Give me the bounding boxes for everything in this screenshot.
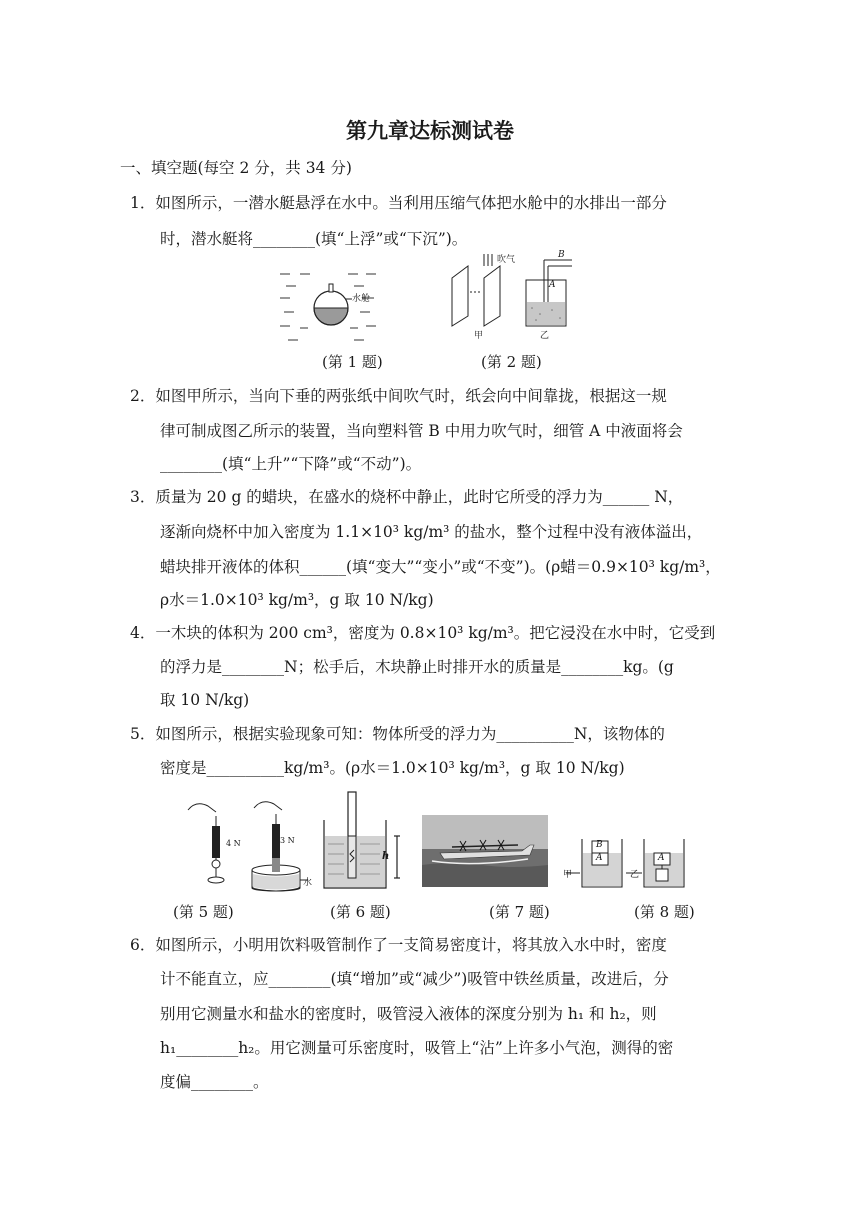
- question-1-line-2: 时，潜水艇将________(填“上浮”或“下沉”)。: [160, 230, 468, 248]
- question-1-line-1: 1．如图所示，一潜水艇悬浮在水中。当利用压缩气体把水舱中的水排出一部分: [130, 194, 667, 212]
- question-3-line-1: 3．质量为 20 g 的蜡块，在盛水的烧杯中静止，此时它所受的浮力为______ N，: [130, 488, 684, 506]
- figure-5-label-3n: 3 N: [280, 836, 295, 845]
- figure-2-label-blow: 吹气: [497, 255, 516, 265]
- question-6-line-1: 6．如图所示，小明用饮料吸管制作了一支简易密度计，将其放入水中时，密度: [130, 936, 667, 954]
- question-5-line-1: 5．如图所示，根据实验现象可知：物体所受的浮力为__________N，该物体的: [130, 725, 665, 743]
- figure-2-label-jia: 甲: [474, 331, 484, 341]
- question-4-line-2: 的浮力是________N；松手后，木块静止时排开水的质量是________kg。(g: [160, 658, 674, 676]
- question-6-line-5: 度偏________。: [160, 1073, 269, 1091]
- question-3-line-3: 蜡块排开液体的体积______(填“变大”“变小”或“不变”)。(ρ蜡＝0.9×10³ kg/m³，: [160, 558, 721, 576]
- figure-8-blocks-beakers: [566, 827, 690, 891]
- question-4-line-1: 4．一木块的体积为 200 cm³，密度为 0.8×10³ kg/m³。把它浸没在水中时，它受到: [130, 624, 716, 642]
- figure-8-label-yi: 乙: [630, 870, 640, 880]
- figure-5-caption: (第 5 题): [173, 903, 234, 921]
- figure-6-label-h: h: [382, 851, 390, 862]
- figure-8-label-jia: 甲: [563, 870, 573, 880]
- figure-1-submarine: [278, 266, 378, 346]
- figure-2-label-b: B: [558, 250, 565, 260]
- question-2-line-1: 2．如图甲所示，当向下垂的两张纸中间吹气时，纸会向中间靠拢，根据这一规: [130, 387, 667, 405]
- figure-7-seaplane-photo: [422, 815, 548, 887]
- figure-6-caption: (第 6 题): [330, 903, 391, 921]
- page-title: 第九章达标测试卷: [346, 119, 514, 143]
- question-3-line-4: ρ水＝1.0×10³ kg/m³，g 取 10 N/kg): [160, 591, 434, 609]
- question-5-line-2: 密度是__________kg/m³。(ρ水＝1.0×10³ kg/m³，g 取 10 N/kg): [160, 759, 625, 777]
- figure-2-apparatus: [440, 252, 580, 342]
- question-6-line-3: 别用它测量水和盐水的密度时，吸管浸入液体的深度分别为 h₁ 和 h₂，则: [160, 1005, 657, 1023]
- figure-7-caption: (第 7 题): [489, 903, 550, 921]
- figure-6-hydrometer: [318, 788, 410, 892]
- figure-1-label: 水舱: [352, 294, 371, 304]
- figure-1-caption: (第 1 题): [322, 353, 383, 371]
- question-3-line-2: 逐渐向烧杯中加入密度为 1.1×10³ kg/m³ 的盐水，整个过程中没有液体溢出，: [160, 523, 703, 541]
- question-6-line-4: h₁________h₂。用它测量可乐密度时，吸管上“沾”上许多小气泡，测得的密: [160, 1039, 674, 1057]
- figure-8-label-b: B: [596, 840, 603, 850]
- figure-5-spring-scale: [178, 800, 313, 892]
- figure-2-caption: (第 2 题): [481, 353, 542, 371]
- section-heading: 一、填空题(每空 2 分，共 34 分): [120, 159, 352, 177]
- question-4-line-3: 取 10 N/kg): [160, 691, 250, 709]
- question-2-line-2: 律可制成图乙所示的装置，当向塑料管 B 中用力吹气时，细管 A 中液面将会: [160, 422, 683, 440]
- figure-2-label-a: A: [549, 280, 556, 290]
- figure-8-label-a2: A: [658, 853, 665, 863]
- figure-2-label-yi: 乙: [540, 331, 550, 341]
- figure-5-label-water: 水: [303, 878, 313, 888]
- question-2-line-3: ________(填“上升”“下降”或“不动”)。: [160, 455, 422, 473]
- figure-5-label-4n: 4 N: [226, 839, 241, 848]
- figure-8-caption: (第 8 题): [634, 903, 695, 921]
- question-6-line-2: 计不能直立，应________(填“增加”或“减少”)吸管中铁丝质量，改进后，分: [160, 970, 669, 988]
- figure-8-label-a1: A: [596, 853, 603, 863]
